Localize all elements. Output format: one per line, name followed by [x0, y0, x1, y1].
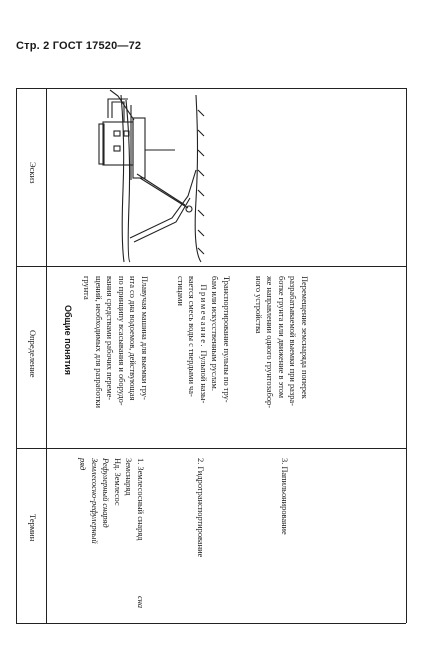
- term-2: 2. Гидротранспортирование: [196, 458, 205, 558]
- note-label: Примечание.: [199, 284, 208, 349]
- definition-1: Плавучая машина для выемки гру- нта со дна водоемов, действующая по принципу всасывания и оборудо- вания средствами рабочих переме- щений, необходимых для разработки грунта: [82, 276, 149, 408]
- suction-ladder: [140, 178, 188, 208]
- column-header-definition: Определение: [28, 330, 38, 378]
- term-1-suffix: сна: [136, 596, 145, 609]
- definition-2: Транспортирование пульпы по тру- бам или искусственным руслам. Примечание. Пульпой назы- вается смесь воды с твердыми ча- стицами: [176, 276, 231, 404]
- column-header-term: Термин: [28, 514, 38, 542]
- ladder-2: [137, 174, 185, 205]
- cutter-head: [186, 206, 192, 212]
- term-1: 1. Землесосный снаряд Земснаряд Нд. Землесос Рефулерный снаряд Землесосно-рефулерный ряд: [78, 458, 145, 544]
- definition-3: Перемещение земснаряда поперек разрабатываемой выемки при разра- ботке грунта или движение в этом же направлении одного грунтозабор- ного устройства: [254, 276, 309, 408]
- window-1: [114, 131, 120, 136]
- water-line-2: [126, 100, 130, 262]
- column-header-sketch: Эскиз: [28, 162, 38, 184]
- bank-bottom: [195, 95, 201, 262]
- bank-hatch: [198, 110, 204, 254]
- section-title: Общие понятия: [63, 305, 73, 376]
- page-header: Стр. 2 ГОСТ 17520—72: [16, 40, 142, 52]
- hull: [133, 118, 145, 178]
- window-2: [114, 146, 120, 151]
- term-3: 3. Папильонирование: [280, 458, 289, 535]
